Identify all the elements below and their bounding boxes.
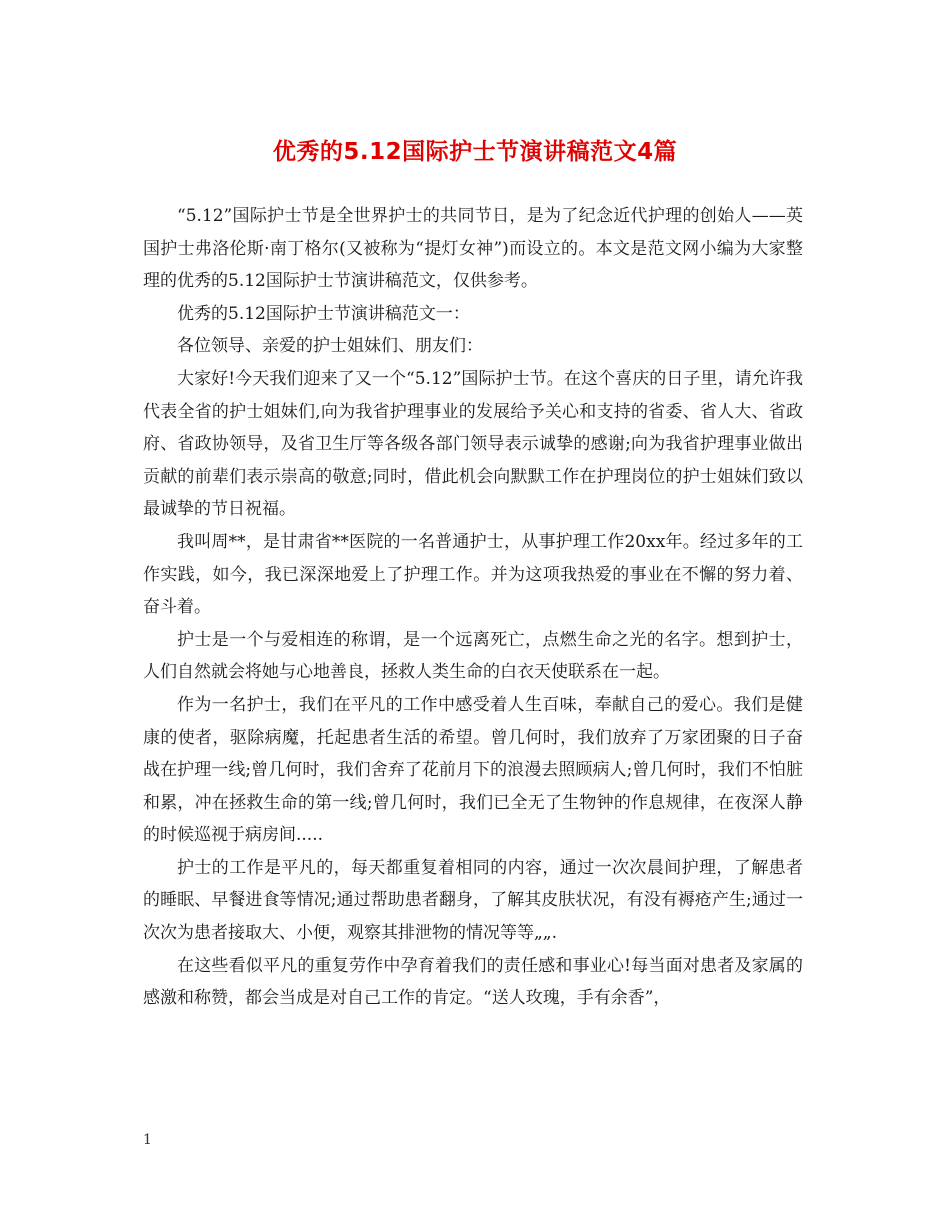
paragraph: 大家好!今天我们迎来了又一个“5.12”国际护士节。在这个喜庆的日子里，请允许我代表全省的护士姐妹们,向为我省护理事业的发展给予关心和支持的省委、省人大、省政府、省政协领导，及省卫生厅等各级各部门领导表示诚挚的感谢;向为我省护理事业做出贡献的前辈们表示崇高的敬意;同时，借此机会向默默工作在护理岗位的护士姐妹们致以最诚挚的节日祝福。: [143, 368, 803, 520]
document-body: [143, 200, 803, 1015]
paragraph: 护士的工作是平凡的，每天都重复着相同的内容，通过一次次晨间护理，了解患者的睡眠、早餐进食等情况;通过帮助患者翻身，了解其皮肤状况，有没有褥疮产生;通过一次次为患者接取大、小便，观察其排泄物的情况等等„„.: [143, 857, 803, 944]
paragraph: 护士是一个与爱相连的称谓，是一个远离死亡，点燃生命之光的名字。想到护士，人们自然就会将她与心地善良，拯救人类生命的白衣天使联系在一起。: [143, 629, 803, 683]
page-number: 1: [143, 1132, 152, 1148]
paragraph: 优秀的5.12国际护士节演讲稿范文一：: [177, 303, 470, 324]
paragraph: 在这些看似平凡的重复劳作中孕育着我们的责任感和事业心!每当面对患者及家属的感激和称赞，都会当成是对自己工作的肯定。“送人玫瑰，手有余香”，: [143, 955, 803, 1009]
paragraph: 各位领导、亲爱的护士姐妹们、朋友们：: [177, 336, 483, 357]
paragraph: “5.12”国际护士节是全世界护士的共同节日，是为了纪念近代护理的创始人——英国护士弗洛伦斯·南丁格尔(又被称为“提灯女神”)而设立的。本文是范文网小编为大家整理的优秀的5.12国际护士节演讲稿范文，仅供参考。: [143, 206, 803, 292]
paragraph: 作为一名护士，我们在平凡的工作中感受着人生百味，奉献自己的爱心。我们是健康的使者，驱除病魔，托起患者生活的希望。曾几何时，我们放弃了万家团聚的日子奋战在护理一线;曾几何时，我们舍弃了花前月下的浪漫去照顾病人;曾几何时，我们不怕脏和累，冲在拯救生命的第一线;曾几何时，我们已全无了生物钟的作息规律，在夜深人静的时候巡视于病房间.....: [143, 694, 803, 846]
document-title: 优秀的5.12国际护士节演讲稿范文4篇: [272, 139, 678, 165]
paragraph: 我叫周**，是甘肃省**医院的一名普通护士，从事护理工作20xx年。经过多年的工作实践，如今，我已深深地爱上了护理工作。并为这项我热爱的事业在不懈的努力着、奋斗着。: [143, 531, 803, 618]
